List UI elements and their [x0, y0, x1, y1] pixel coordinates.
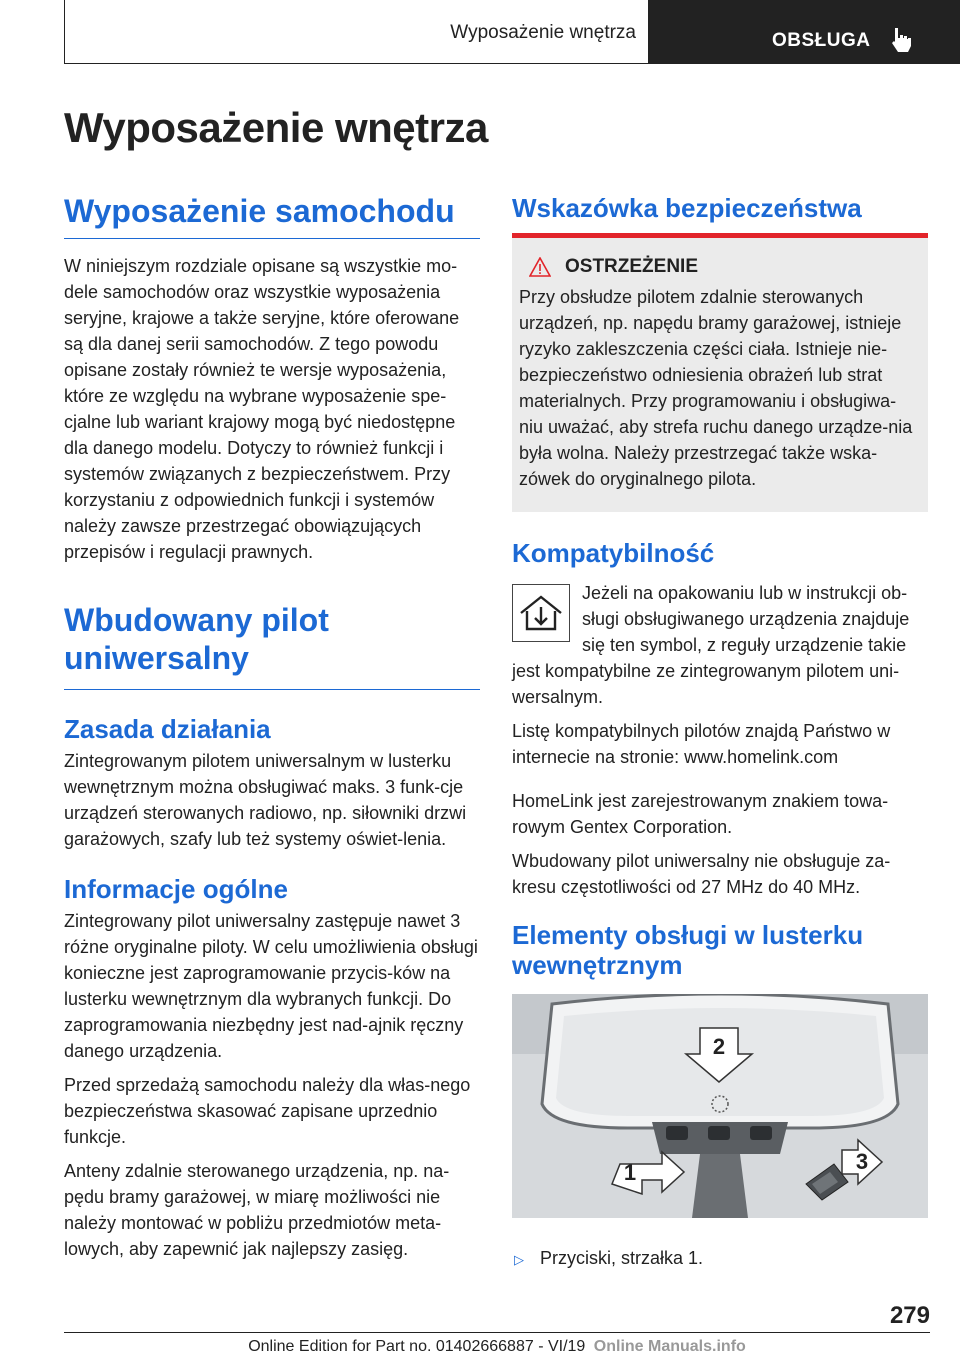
paragraph-compat-3: HomeLink jest zarejestrowanym znakiem towa-rowym Gentex Corporation. — [512, 791, 889, 837]
right-column — [512, 192, 928, 1273]
subsection-title-informacje-ogolne: Informacje ogólne — [64, 874, 288, 904]
warning-triangle-icon — [529, 257, 551, 277]
paragraph-equipment: W niniejszym rozdziale opisane są wszystkie mo-dele samochodów oraz wszystkie wyposażenia seryjne, krajowe a także seryjne, które oferowane są dla danej serii samochodów. Z tego powodu opisane zostały również te wersje wyposażenia, które ze względu na wybrane wyposażenie spe-cjalne lub wariant krajowy mogą być niedostępne dla danego modelu. Dotyczy to również funkcji i systemów związanych z bezpieczeństwem. Przy korzystaniu z odpowiednich funkcji i systemów należy zawsze przestrzegać obowiązujących przepisów i regulacji prawnych. — [64, 256, 460, 562]
paragraph-compat-2: Listę kompatybilnych pilotów znajdą Państwo w internecie na stronie: www.homelink.com — [512, 721, 891, 767]
figure-label-3: 3 — [855, 1149, 869, 1174]
section-rule — [64, 238, 480, 239]
figure-label-2: 2 — [712, 1034, 726, 1059]
left-column — [64, 192, 480, 1262]
warning-header — [519, 256, 920, 278]
paragraph-compat-4: Wbudowany pilot uniwersalny nie obsługuje za-kresu częstotliwości od 27 MHz do 40 MHz. — [512, 851, 891, 897]
page-title: Wyposażenie wnętrza — [64, 104, 488, 151]
header-tab-obsluga[interactable] — [648, 0, 960, 64]
warning-label: OSTRZEŻENIE — [565, 256, 699, 277]
header-section-title: Wyposażenie wnętrza — [450, 22, 636, 43]
paragraph-compat-1: Jeżeli na opakowaniu lub w instrukcji ob-sługi obsługiwanego urządzenia znajduje się ten symbol, z reguły urządzenie takie jest kompatybilne ze zintegrowanym pilotem uni-wersalnym. — [512, 583, 910, 707]
header-bottom-rule — [64, 63, 648, 64]
footer — [64, 1338, 930, 1356]
section-title-wskazowka: Wskazówka bezpieczeństwa — [512, 193, 862, 223]
section-title-wbudowany-pilot: Wbudowany pilot uniwersalny — [64, 602, 329, 676]
bullet-triangle-icon: ▷ — [514, 1252, 524, 1267]
warning-text: Przy obsłudze pilotem zdalnie sterowanych urządzeń, np. napędu bramy garażowej, istnieje ryzyko zakleszczenia części ciała. Istnieje nie-bezpieczeństwo odniesienia obrażeń lub strat materialnych. Przy programowaniu i obsługiwa-niu uważać, aby strefa ruchu danego urządze-nia była wolna. Należy przestrzegać także wska-zówek do oryginalnego pilota. — [519, 287, 913, 489]
subsection-title-elementy-obslugi: Elementy obsługi w lusterku wewnętrznym — [512, 920, 864, 980]
home-icon — [519, 594, 563, 632]
subsection-title-kompatybilnosc: Kompatybilność — [512, 538, 715, 568]
paragraph-principle: Zintegrowanym pilotem uniwersalnym w lusterku wewnętrznym można obsługiwać maks. 3 funk-cje urządzeń sterowanych radiowo, np. siłowniki drzwi garażowych, szafy lub też systemy oświet-lenia. — [64, 751, 467, 849]
paragraph-general-1: Zintegrowany pilot uniwersalny zastępuje nawet 3 różne oryginalne piloty. W celu umożliwienia obsługi konieczne jest zaprogramowanie przycis-ków na lusterku wewnętrznym dla wybranych funkcji. Do zaprogramowania niezbędny jest nad-ajnik ręczny danego urządzenia. — [64, 911, 478, 1061]
section-rule — [64, 689, 480, 690]
header-tab-label: OBSŁUGA — [772, 30, 871, 51]
compatibility-block — [512, 580, 928, 710]
mirror-illustration — [512, 994, 928, 1218]
page-number: 279 — [889, 1302, 930, 1329]
warning-box — [512, 238, 928, 512]
footer-site-watermark[interactable]: Online Manuals.info — [593, 1338, 746, 1355]
section-title-wyposazenie-samochodu: Wyposażenie samochodu — [64, 193, 455, 229]
bullet-text: Przyciski, strzałka 1. — [540, 1248, 704, 1268]
subsection-title-zasada-dzialania: Zasada działania — [64, 714, 271, 744]
list-item — [512, 1245, 928, 1273]
paragraph-general-2: Przed sprzedażą samochodu należy dla włas-nego bezpieczeństwa skasować zapisane uprzednio funkcje. — [64, 1075, 471, 1147]
homelink-symbol — [512, 584, 570, 642]
paragraph-general-3: Anteny zdalnie sterowanego urządzenia, np. na-pędu bramy garażowej, w miarę możliwości nie należy montować w pobliżu przedmiotów meta-lowych, aby zapewnić jak najlepszy zasięg. — [64, 1161, 450, 1259]
pointing-hand-icon — [889, 26, 915, 54]
footer-rule — [64, 1332, 930, 1333]
figure-label-1: 1 — [623, 1160, 637, 1185]
footer-edition: Online Edition for Part no. 01402666887 - VI/19 — [248, 1338, 586, 1355]
